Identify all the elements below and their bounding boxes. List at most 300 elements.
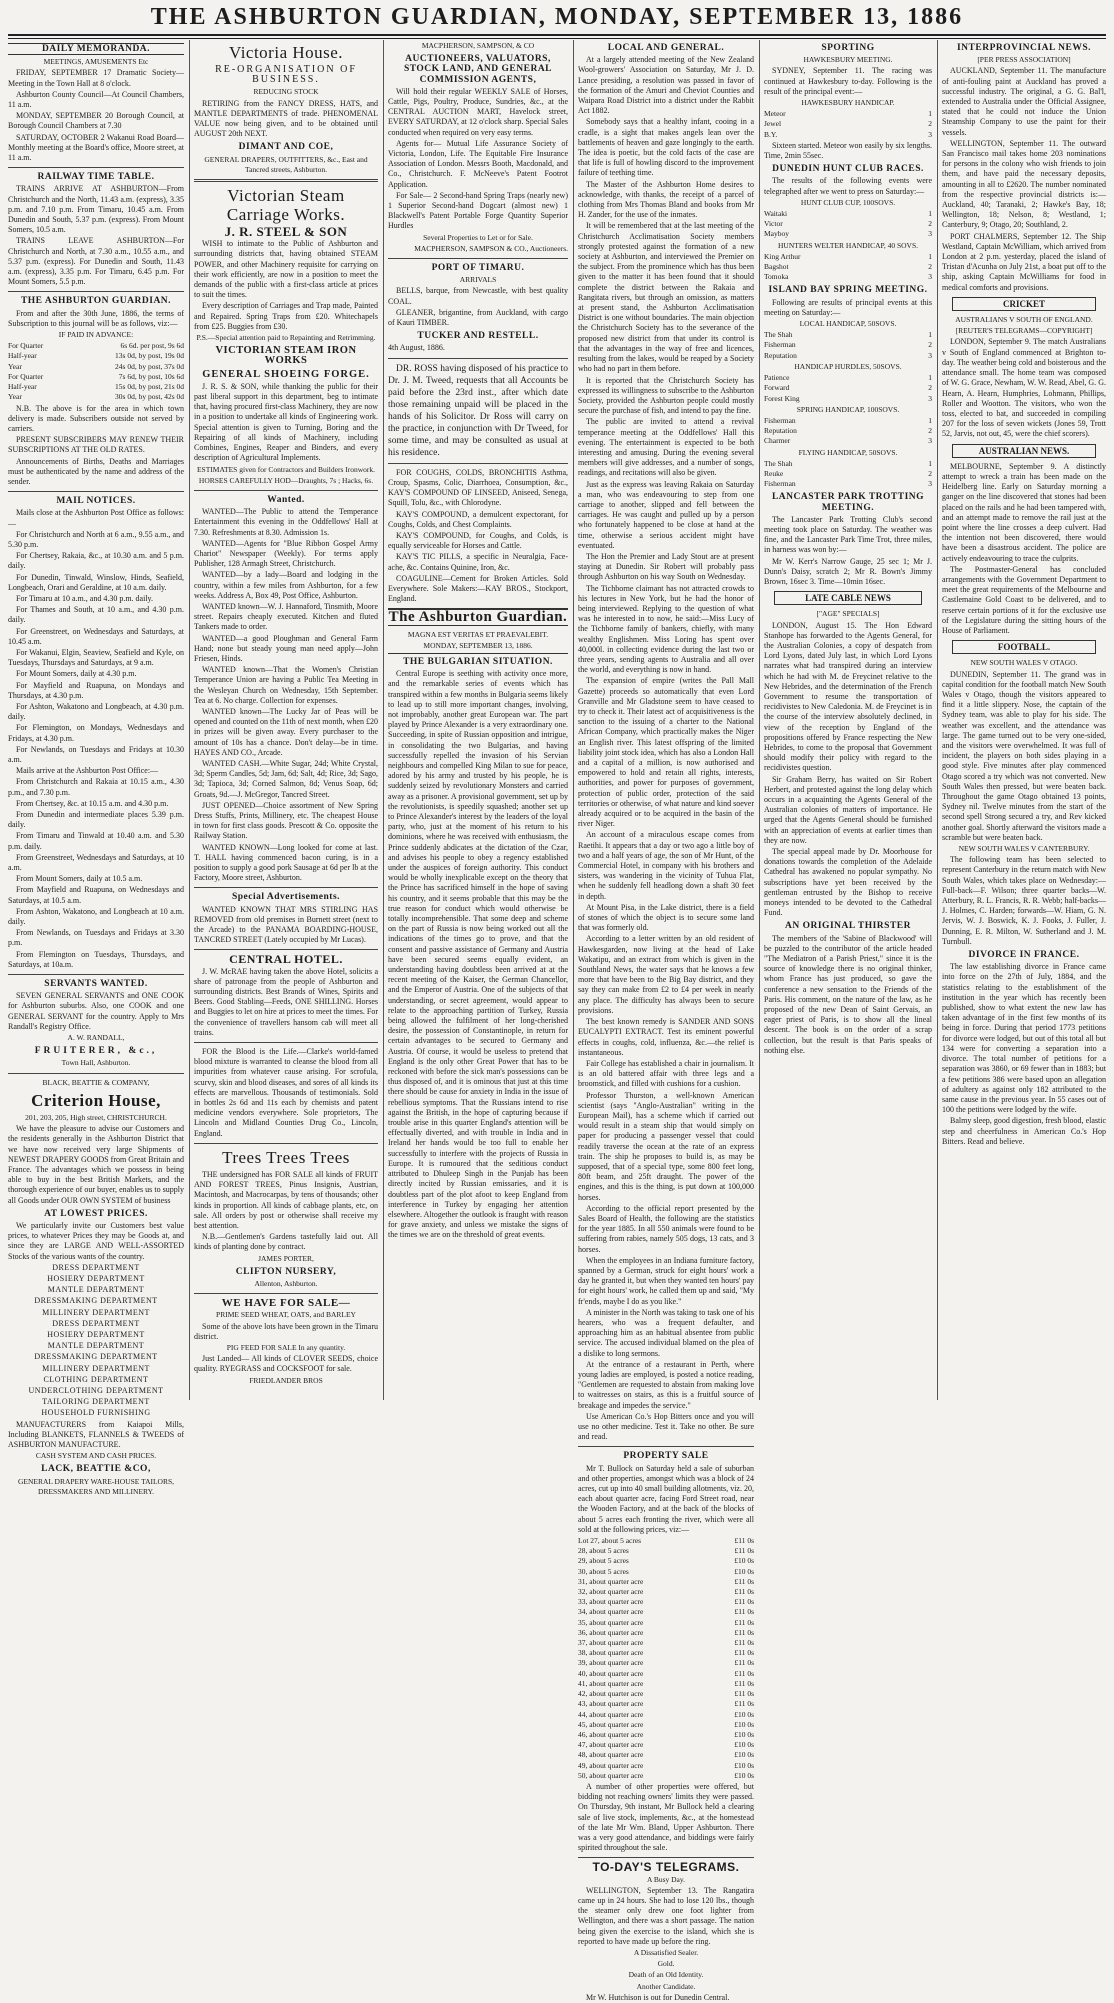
handicap: HAWKESBURY HANDICAP.: [801, 98, 895, 108]
result-row-value: 1: [928, 109, 932, 119]
lancaster-title: LANCASTER PARK TROTTING MEETING.: [771, 492, 925, 513]
column-3: [388, 40, 568, 1400]
lot-row-value: £11 0s: [734, 1648, 754, 1658]
local-item: The best known remedy is SANDER AND SONS EUCALYPTI EXTRACT. Test its eminent powerful effects in coughs, cold, influenza, &c.—the relief is instantaneous.: [578, 1017, 754, 1057]
australian-title: AUSTRALIAN NEWS.: [952, 444, 1096, 458]
rate-row: Year 30s 0d, by post, 42s 0d: [8, 392, 184, 402]
lot-row-value: £10 0s: [734, 1719, 754, 1729]
mail-item: For Ashton, Wakatono and Longbeach, at 4.30 p.m. daily.: [8, 701, 184, 722]
intercolonial-sub: [PER PRESS ASSOCIATION]: [977, 55, 1071, 65]
late-sub: ["AGE" SPECIALS]: [816, 609, 880, 619]
rate-row: Half-year 15s 0d, by post, 21s 0d: [8, 382, 184, 392]
local-item: It will be remembered that at the last meeting of the Christchurch Acclimatisation Society members strongly protested against the formation of a new society at Ashburton, and interviewed the Premier on the subject. From the prominence which has thus been given to the matter it has been found that it should complete the district between the Rakaia and Rangitata rivers, but through an omission, as matters at present stand, the Ashburton Acclimatisation District is one without boundaries. The main objection the Christchurch Society has to the severance of the proposed new district from that under its control is that the advantages in the way of free and licences, resulting from the lakes, would be reaped by a Society who had no part in them before.: [578, 221, 754, 374]
local-item: It is reported that the Christchurch Society has expressed its willingness to subscribe to the Ashburton Society, provided the Ashburton people could mostly secure the purchase of fish, and intend to pay the fine.: [578, 375, 754, 416]
cricket-text: LONDON, September 9. The match Australians v South of England commenced at Brighton to-day. The weather being cold and boisterous and the attendance small. The home team was composed of W. G. Grace, Newham, W. W. Read, Abel, G. G. Hearn, A. Hearn, Humphries, Lohmann, Phillips, Roller and Wootton. The visitors, who won the toss, elected to bat, and succeeded in compiling 207 for the loss of seven wickets (Jones 59, Trott 52, Jarvis, not out, 45, were the chief scorers).: [942, 337, 1106, 439]
dunedin-text: The results of the following events were telegraphed after we went to press on Saturday:—: [764, 176, 932, 196]
lot-row: [578, 1577, 754, 1587]
result-row-label: Fisherman: [764, 479, 796, 489]
lot-row-value: £11 0s: [734, 1689, 754, 1699]
lot-row: [578, 1750, 754, 1760]
gleaner: GLEANER, brigantine, from Auckland, with cargo of Kauri TIMBER.: [388, 307, 568, 328]
local-item: According to a letter written by an old resident of Hawkesgarden, now living at the head of Lake Wakatipu, and an extract from which is given in the Southland News, the water says that he knows a few more that have been to the Big Bay district, and they say they can make from £2 to £4 per week in nearly any place. The difficulty has always been to secure provisions.: [578, 934, 754, 1015]
lot-row-value: £11 0s: [734, 1536, 754, 1546]
football-title: FOOTBALL.: [952, 640, 1096, 654]
lot-row: [578, 1699, 754, 1709]
result-row-value: 1: [928, 251, 932, 261]
guardian-date: MONDAY, SEPTEMBER 13, 1886.: [388, 641, 568, 654]
lot-row: [578, 1648, 754, 1658]
divorce-title: DIVORCE IN FRANCE.: [968, 950, 1080, 961]
result-row-label: Tomoka: [764, 272, 789, 282]
department: MANTLE DEPARTMENT: [47, 1341, 145, 1351]
lot-row-label: 30, about 5 acres: [578, 1566, 629, 1576]
results-table: [764, 109, 932, 140]
lot-row: [578, 1730, 754, 1740]
lot-row-label: 45, about quarter acre: [578, 1719, 644, 1729]
kays-item: KAY'S TIC PILLS, a specific in Neuralgia, Face-ache, &c. Contains Quinine, Iron, &c.: [388, 552, 568, 572]
railway-item: TRAINS LEAVE ASHBURTON—For Christchurch and North, at 7.30 a.m., 10.55 a.m., and 5.37 p.m. (express). For Dunedin and South, 11.43 a.m. (express), 3.35 p.m. For Timaru, 6.45 p.m. For Mount Somers, 5.5 p.m.: [8, 236, 184, 287]
mail-item: For Mount Somers, daily at 4.30 p.m.: [16, 669, 137, 679]
lot-row-label: 48, about quarter acre: [578, 1750, 644, 1760]
column-6: [942, 40, 1106, 1400]
guardian-motto: MAGNA EST VERITAS ET PRAEVALEBIT.: [407, 629, 549, 639]
lot-row-label: 28, about 5 acres: [578, 1546, 629, 1556]
lack-name: LACK, BEATTIE &CO,: [41, 1464, 151, 1475]
rate-row: Year 24s 0d, by post, 37s 0d: [8, 361, 184, 371]
lot-row-value: £11 0s: [734, 1627, 754, 1637]
result-row: [764, 252, 932, 262]
mail-item: From Mayfield and Ruapuna, on Wednesdays and Saturdays, at 10.5 a.m.: [8, 885, 184, 905]
column-2: [194, 40, 378, 1400]
result-row-value: 3: [928, 129, 932, 139]
result-row: [764, 229, 932, 239]
lot-row: [578, 1658, 754, 1668]
local-item: The Hon the Premier and Lady Stout are at present staying at Dunedin. Sir Robert will probably pass through Ashburton on his way South on Wednesday.: [578, 551, 754, 582]
lot-row: [578, 1771, 754, 1781]
kays-item: KAY'S COMPOUND, a demulcent expectorant, for Coughs, Colds, and Chest Complaints.: [388, 509, 568, 529]
property-text2: A number of other properties were offered, but bidding not reaching owners' limits they were passed. On Thursday, 9th instant, Mr Bullock held a clearing sale of live stock, implements, &c., at the homestead of the late Mr Wm. Bland, Upper Ashburton. There was a very good attendance, and biddings were fairly spirited throughout the sale.: [578, 1781, 754, 1853]
paid-title: IF PAID IN ADVANCE:: [58, 330, 134, 340]
result-row-value: 2: [928, 383, 932, 393]
island-text: Following are results of principal events at this meeting on Saturday:—: [764, 297, 932, 317]
memo-item: FRIDAY, SEPTEMBER 17 Dramatic Society—Meeting in the Town Hall at 8 o'clock.: [8, 68, 184, 88]
manufacturers: MANUFACTURERS from Kaiapoi Mills, Including BLANKETS, FLANNELS & TWEEDS of ASHBURTON MANUFACTURE.: [8, 1419, 184, 1449]
fruiterer-addr: Town Hall, Ashburton.: [61, 1058, 131, 1068]
lot-row-label: 46, about quarter acre: [578, 1729, 644, 1739]
reducing: REDUCING STOCK: [253, 87, 319, 97]
lot-row-value: £10 0s: [734, 1566, 754, 1576]
lot-row: [578, 1679, 754, 1689]
australian-text: MELBOURNE, September 9. A distinctly attempt to wreck a train has been made on the Heidelberg line. Early on Saturday morning a ganger on the line discovered that stones had been placed on the rails and he had been tampered with, and an attempt made to remove the rail just at the point where the line crosses a deep culvert. Had the intention not been discovered, there would have been a disastrous accident. The police are actively endeavouring to trace the culprits.: [942, 461, 1106, 563]
late-text2: Sir Graham Berry, has waited on Sir Robert Herbert, and protested against the long delay which occurs in a acquainting the Agents General of the Australian colonies of matters of importance. He urged that the Agents General should be furnished with an appreciation of events at earlier times than they are now.: [764, 774, 932, 845]
dimant-sub: GENERAL DRAPERS, OUTFITTERS, &c., East and Tancred streets, Ashburton.: [204, 154, 368, 174]
result-row-label: Mayboy: [764, 229, 789, 239]
lot-row-value: £10 0s: [734, 1740, 754, 1750]
agents-for: Agents for— Mutual Life Assurance Society of Victoria, London, Life. The Equitable Fire Insurance Association of London. Messrs Booth, Macdonald, and Co., Christchurch. F. McNeeve's Patent Footrot Application.: [388, 138, 568, 189]
cricket-sub: AUSTRALIANS V SOUTH OF ENGLAND.: [955, 315, 1093, 325]
dimant: DIMANT AND COE,: [238, 142, 334, 153]
lot-row: [578, 1546, 754, 1556]
department: CLOTHING DEPARTMENT: [43, 1374, 149, 1384]
result-row-label: Reuke: [764, 468, 784, 478]
mail-item: From Ashton, Wakatono, and Longbeach at 10 a.m. daily.: [8, 906, 184, 927]
lot-row-label: 35, about quarter acre: [578, 1617, 644, 1627]
trees-nb: N.B.—Gentlemen's Gardens tastefully laid out. All kinds of planting done by contract.: [194, 1232, 378, 1252]
mail-item: Mails arrive at the Ashburton Post Office:—: [16, 766, 159, 776]
mail-title: MAIL NOTICES.: [56, 496, 136, 507]
thirster-title: AN ORIGINAL THIRSTER: [785, 921, 911, 932]
lot-row: [578, 1669, 754, 1679]
lancaster-text: The Lancaster Park Trotting Club's second meeting took place on Saturday. The weather was fine, and the Lancaster Park Time Trot, three miles, in harness was won by:—: [764, 514, 932, 555]
guardian-text: From and after the 30th June, 1886, the terms of Subscription to this journal will be as follows, viz:—: [8, 308, 184, 328]
auctioneers: AUCTIONEERS, VALUATORS, STOCK LAND, AND GENERAL COMMISSION AGENTS,: [403, 54, 553, 85]
memo-item: Ashburton County Council—At Council Chambers, 11 a.m.: [8, 89, 184, 110]
result-row-label: Reputation: [764, 426, 797, 436]
central-text: J. W. McRAE having taken the above Hotel, solicits a share of patronage from the people of Ashburton and surrounding districts. Best Brands of Wines, Spirits and Beers. Good Stabling—Feeds, ONE SHILLING. Horses and Buggies to let on hire at prices to meet the times. For the convenience of travellers hansom cab will meet all trains.: [194, 966, 378, 1037]
mail-item: For Wakanui, Elgin, Seaview, Seafield and Kyle, on Tuesdays, Thursdays and Saturdays, at 9 a.m.: [8, 647, 184, 668]
result-row-value: 1: [928, 209, 932, 219]
result-row: [764, 459, 932, 469]
wanted-item: WANTED—by a lady—Board and lodging in the country, within a few miles from Ashburton, for a few weeks. Address A, Box 49, Post Office, Ashburton.: [194, 570, 378, 600]
lot-row: [578, 1761, 754, 1771]
result-row: [764, 130, 932, 140]
local-item: At the entrance of a restaurant in Perth, where young ladies are employed, is posted a notice reading, "Gentlemen are requested to abstain from making love to waitresses on stairs, as this is a fruitful source of breakage and impedes the service.": [578, 1359, 754, 1410]
lot-row-value: £10 0s: [734, 1760, 754, 1770]
lot-row: [578, 1567, 754, 1577]
result-row-label: Forest King: [764, 393, 800, 403]
local-hcp: LOCAL HANDICAP, 50SOVS.: [799, 319, 897, 329]
result-row-value: 1: [928, 373, 932, 383]
result-row: [764, 436, 932, 446]
result-row: [764, 219, 932, 229]
department: DRESS DEPARTMENT: [52, 1318, 140, 1328]
local-item: The public are invited to attend a revival temperance meeting at the Oddfellows' Hall this evening. The entertainment is expected to be both interesting and amusing. During the evening several members will give addresses, and a number of songs, readings, and recitations will also be given.: [578, 417, 754, 478]
mail-item: From Chertsey, &c. at 10.15 a.m. and 4.30 p.m.: [16, 798, 169, 808]
department: MILLINERY DEPARTMENT: [42, 1307, 150, 1317]
column-1: [8, 40, 184, 1496]
result-row: [764, 394, 932, 404]
lot-row-value: £10 0s: [734, 1556, 754, 1566]
nsw-title: NEW SOUTH WALES V CANTERBURY.: [958, 844, 1090, 854]
lot-row-label: 44, about quarter acre: [578, 1709, 644, 1719]
result-row-label: Forward: [764, 383, 790, 393]
result-row: [764, 469, 932, 479]
james-porter: JAMES PORTER,: [258, 1253, 314, 1263]
lot-row-label: Lot 27, about 5 acres: [578, 1536, 642, 1546]
late-title: LATE CABLE NEWS: [774, 591, 922, 605]
lot-row-value: £10 0s: [734, 1750, 754, 1760]
masthead-title: THE ASHBURTON GUARDIAN, MONDAY, SEPTEMBER 13, 1886: [150, 4, 964, 30]
servants-text: SEVEN GENERAL SERVANTS and ONE COOK for Ashburton suburbs. Also, one COOK and one GENERAL SERVANT for the country. Apply to Mrs Randall's Registry Office.: [8, 991, 184, 1031]
taihoa: A Dissatisfied Sealer.: [633, 1947, 699, 1957]
telegrams-title: TO-DAY'S TELEGRAMS.: [592, 1860, 740, 1875]
central-title: CENTRAL HOTEL.: [229, 952, 343, 967]
kays-item: COAGULINE—Cement for Broken Articles. Sold Everywhere. Sole Makers:—KAY BROS., Stockport, England.: [388, 573, 568, 604]
lot-row-value: £11 0s: [734, 1576, 754, 1586]
cricket-byline: [REUTER'S TELEGRAMS—COPYRIGHT]: [955, 326, 1093, 336]
criterion-addr: 201, 203, 205, High street, CHRISTCHURCH.: [25, 1112, 167, 1122]
results-table: [764, 373, 932, 404]
lot-row-value: £11 0s: [734, 1668, 754, 1678]
lot-row-label: 29, about 5 acres: [578, 1556, 629, 1566]
memoranda-sub: MEETINGS, AMUSEMENTS Etc: [43, 57, 149, 67]
for-sale: For Sale— 2 Second-hand Spring Traps (nearly new) 1 Superior Second-hand Dogcart (almost new) 1 Blackwell's Patent Portable Forge Quantity Superior Hurdles: [388, 190, 568, 231]
steel-text: WISH to intimate to the Public of Ashburton and surrounding districts that, having obtained STEAM POWER, and other Machinery requisite for carrying on their work efficiently, are now in a position to meet the demands of the public with a first-class article at prices to suit the times.: [194, 239, 378, 300]
result-row-value: 2: [928, 219, 932, 229]
local-item: At Mount Pisa, in the Lake district, there is a field of stones of which the object is to secure some land that was formerly old.: [578, 902, 754, 933]
mail-item: From Dunedin and intermediate places 5.39 p.m. daily.: [8, 810, 184, 830]
result-row: [764, 272, 932, 282]
steel-ps: P.S.—Special attention paid to Repainting and Retrimming.: [196, 333, 376, 343]
result-row: [764, 262, 932, 272]
result-row-value: 3: [928, 229, 932, 239]
result-row-value: 2: [928, 340, 932, 350]
trees-text: THE undersigned has FOR SALE all kinds of FRUIT AND FOREST TREES, Pinus Insignis, Austrian, Macintosh, and Macrocarpas, by tens of thousands; other kinds in proportion. All kinds of cabbage plants, etc, on sale. All orders by post or otherwise shall receive my best attention.: [194, 1169, 378, 1230]
results-table: [764, 416, 932, 447]
memo-item: SATURDAY, OCTOBER 2 Wakanui Road Board—Monthly meeting at the Board's office, Moore street, at 11 a.m.: [8, 132, 184, 163]
steel-text2: Every description of Carriages and Trap made, Painted and Repaired. Spring Traps from £20. Whitechapels from £25. Buggies from £30.: [194, 301, 378, 331]
lot-row-label: 41, about quarter acre: [578, 1678, 644, 1688]
result-row-label: Meteor: [764, 109, 786, 119]
lot-row: [578, 1740, 754, 1750]
port-title: PORT OF TIMARU.: [431, 263, 525, 274]
kays-item: KAY'S COMPOUND, for Coughs, and Colds, is equally serviceable for Horses and Cattle.: [388, 530, 568, 551]
result-row-label: The Shah: [764, 330, 793, 340]
sporting-title: SPORTING: [821, 43, 875, 53]
wanted-item: WANTED CASH.—White Sugar, 24d; White Crystal, 3d; Sperm Candles, 5d; Jam, 6d; Salt, 4d; Rice, 3d; Sago, 3d; Tapioca, 3d; Corned Salmon, 8d; Venus Soap, 6d; Groats, 9d.—J. McGregor, Tancred Street.: [194, 758, 378, 799]
lot-row-label: 34, about quarter acre: [578, 1607, 644, 1617]
hawk-note: Sixteen started. Meteor won easily by six lengths. Time, 2min 55sec.: [764, 140, 932, 161]
result-row-value: 2: [928, 468, 932, 478]
result-row: [764, 109, 932, 119]
column-5: [764, 40, 932, 1400]
tucker-date: 4th August, 1886.: [388, 343, 445, 353]
lot-row-label: 47, about quarter acre: [578, 1740, 644, 1750]
rate-row: For Quarter 7s 6d, by post, 10s 6d: [8, 371, 184, 381]
estimates: ESTIMATES given for Contractors and Builders Ironwork.: [196, 464, 376, 474]
results-table: [764, 209, 932, 240]
lancaster-result: Mr W. Kerr's Narrow Gauge, 25 sec 1; Mr J. Dunn's Daisy, scratch 2; Mr R. Bown's Jimmy Brown, 16sec 3. Time—10min 16sec.: [764, 556, 932, 586]
steel-title: J. R. STEEL & SON: [224, 224, 348, 240]
lot-row-label: 32, about quarter acre: [578, 1587, 644, 1597]
lot-row: [578, 1536, 754, 1546]
railway-title: RAILWAY TIME TABLE.: [37, 172, 155, 183]
result-row-label: B.Y.: [764, 129, 778, 139]
late-text3: The special appeal made by Dr. Moorhouse for donations towards the completion of the Adelaide Cathedral has awakened no popular sympathy. No subscriptions have yet been received by the gentleman entrusted by the Bishop to receive moneys intended to be devoted to the Cathedral Fund.: [764, 847, 932, 918]
local-item: At a largely attended meeting of the New Zealand Wool-growers' Association on Saturday, Mr J. D. Lance presiding, a resolution was passed in favor of the formation of the Amuri and Cheviot Counties and Waipara Road District into a district under the Rabbit Act 1882.: [578, 55, 754, 116]
present-subscribers: PRESENT SUBSCRIBERS MAY RENEW THEIR SUBSCRIPTIONS AT THE OLD RATES.: [8, 435, 184, 455]
result-row-label: Victor: [764, 219, 783, 229]
lot-row-value: £11 0s: [734, 1658, 754, 1668]
local-item: When the employees in an Indiana furniture factory, spanned by a German, struck for eight hours' work a day he granted it, but when they wanted ten hours' pay for eight hours' work, he called them up and said, "My fr'ends, maybe I do as you like.": [578, 1255, 754, 1306]
local-item: An account of a miraculous escape comes from Raetihi. It appears that a day or two ago a little boy of two and a half years of age, the son of Mr Hunt, of the Commercial Hotel, in company with his brothers and sisters, was wandering in the vicinity of Tuhua Flat, when he suddenly fell headlong down a shaft 30 feet in depth.: [578, 830, 754, 901]
results-table: [764, 252, 932, 283]
result-row: [764, 209, 932, 219]
lots-table: [578, 1536, 754, 1781]
lack-sub: GENERAL DRAPERY WARE-HOUSE TAILORS, DRESSMAKERS AND MILLINERY.: [17, 1476, 175, 1496]
lot-row-label: 42, about quarter acre: [578, 1689, 644, 1699]
department: DRESSMAKING DEPARTMENT: [34, 1352, 158, 1362]
mail-item: For Chertsey, Rakaia, &c., at 10.30 a.m. and 5 p.m. daily.: [8, 551, 184, 571]
reorg: RE-ORGANISATION OF BUSINESS.: [215, 64, 357, 86]
mail-item: For Christchurch and North at 6 a.m., 9.55 a.m., and 5.30 p.m.: [8, 529, 184, 549]
lot-row-label: 33, about quarter acre: [578, 1597, 644, 1607]
masthead: [8, 4, 1106, 36]
fruiterer-line: FRUITERER, &c.,: [34, 1046, 158, 1057]
wanted-sausage: WANTED KNOWN—Long looked for come at last. T. HALL having commenced bacon curing, is in a position to supply a good pork Sausage at 6d per lb at the Factory, Moore street, Ashburton.: [194, 842, 378, 883]
lot-row: [578, 1556, 754, 1566]
department: MILLINERY DEPARTMENT: [42, 1363, 150, 1373]
rate-row: For Quarter 6s 6d. per post, 9s 6d: [8, 341, 184, 351]
balmy: Balmy sleep, good digestion, fresh blood, elastic step and cheerfulness in American Co.'s Hop Bitters. Read and believe.: [942, 1116, 1106, 1146]
death: Death of an Old Identity.: [628, 1970, 704, 1980]
railway-item: TRAINS ARRIVE AT ASHBURTON—From Christchurch and the North, 11.43 a.m. (express), 3.35 p.m. and 7.10 p.m. From Timaru, 10.45 a.m. From Dunedin and South, 5.37 p.m. (express). From Mount Somers, 10.5 a.m.: [8, 184, 184, 235]
lot-row-value: £11 0s: [734, 1546, 754, 1556]
trees-title: Trees Trees Trees: [222, 1147, 350, 1167]
result-row-label: The Shah: [764, 458, 793, 468]
telegrams-text: WELLINGTON, September 13. The Rangatira came up in 24 hours. She had to lose 120 lbs., though the steamer only drew one foot lighter from Wellington, and there was a short passage. The nation being given the exercise to the island, which she is reported to have made up before the ring.: [578, 1885, 754, 1946]
guardian-title: THE ASHBURTON GUARDIAN.: [20, 296, 172, 307]
department: HOUSEHOLD FURNISHING: [41, 1408, 151, 1418]
low-prices: AT LOWEST PRICES.: [44, 1208, 148, 1219]
lot-row-value: £10 0s: [734, 1770, 754, 1780]
mail-item: From Greenstreet, Wednesdays and Saturdays, at 10 a.m.: [8, 852, 184, 873]
lot-row-value: £11 0s: [734, 1617, 754, 1627]
hawkesbury: HAWKESBURY MEETING.: [803, 55, 893, 65]
gold: Gold.: [657, 1959, 675, 1969]
lot-row-value: £11 0s: [734, 1587, 754, 1597]
wanted-item: WANTED known—That the Women's Christian Temperance Union are having a Public Tea Meeting in the Wesleyan Church on Wednesday, 15th September. Tea at 6. No charge. Collection for expenses.: [194, 665, 378, 705]
property-title: PROPERTY SALE: [623, 1451, 709, 1462]
mail-item: For Flemington, on Mondays, Wednesdays and Fridays, at 4.30 p.m.: [8, 723, 184, 743]
lot-row: [578, 1689, 754, 1699]
lot-row-value: £11 0s: [734, 1678, 754, 1688]
result-row: [764, 351, 932, 361]
local-item: Use American Co.'s Hop Bitters once and you will use no other medicine. Test it. Take no other. Be sure and read.: [578, 1411, 754, 1442]
lot-row: [578, 1720, 754, 1730]
football-text: DUNEDIN, September 11. The grand was in capital condition for the football match New South Wales v Otago, though the visitors appeared to find it a little slippery. Nose, the captain of the Sydney team, was able to play for his side. The weather was excellent, and the attendance was large. The game turned out to be very one-sided, and the visitors were overwhelmed. It was full of incident, the players on both sides playing in a good style. Five minutes after play commenced Otago scored a try which was not converted. New South Wales then pressed, but were beaten back. Throughout the game Otago obtained 13 points, Sydney nil. Twelve minutes from the start of the second spell Strong secured a try, and Rev kicked another goal. Shortly afterward the visitors made a scramble but were beaten back.: [942, 669, 1106, 842]
lot-row-label: 49, about quarter acre: [578, 1760, 644, 1770]
pig-feed: PIG FEED FOR SALE In any quantity.: [226, 1342, 346, 1352]
results-table: [764, 459, 932, 490]
department: DRESS DEPARTMENT: [52, 1262, 140, 1272]
wanted-item: WANTED known—The Lucky Jar of Peas will be opened and counted on the 11th of next month, when £20 in prizes will be given away. Every purchaser to the amount of 10s has a chance. Don't delay—be in time. HAYES AND CO., Arcade.: [194, 706, 378, 757]
arrivals: ARRIVALS: [459, 275, 497, 285]
result-row-label: Waitaki: [764, 209, 788, 219]
lot-row: [578, 1618, 754, 1628]
result-row-label: Fisherman: [764, 415, 796, 425]
result-row-label: Bagshot: [764, 262, 789, 272]
result-row: [764, 426, 932, 436]
result-row-value: 3: [928, 436, 932, 446]
wanted-item: WANTED—The Public to attend the Temperance Entertainment this evening in the Oddfellows' Hall at 7.30. Refreshments at 8.30. Admission 1s.: [194, 507, 378, 537]
just-opened: JUST OPENED—Choice assortment of New Spring Dress Stuffs, Prints, Millinery, etc. The cheapest House in town for first class goods. Prescott & Co. opposite the Railway Station.: [194, 800, 378, 841]
result-row: [764, 119, 932, 129]
lot-row-label: 36, about quarter acre: [578, 1627, 644, 1637]
divorce-text: The law establishing divorce in France came into force on the 27th of July, 1884, and the statistics relating to the establishment of the institution in the year which has recently been published, show to what extent the new law has taken advantage of in the first few months of its being in force. During that period 1773 petitions for divorce were lodged, but out of this total all but 134 were for converting a separation into a divorce. The total number of petitions for a separation was 3860, or 69 fewer than in 1883; but a few petitions 386 were based upon an allegation of adultery as against only 182 attributed to the same cause in the previous year. In 55 cases out of 100 the petitions were lodged by the wife.: [942, 962, 1106, 1115]
lot-row-label: 50, about quarter acre: [578, 1770, 644, 1780]
dunedin-title: DUNEDIN HUNT CLUB RACES.: [772, 164, 924, 175]
result-row-value: 2: [928, 426, 932, 436]
local-item: The Tichborne claimant has not attracted crowds to his lectures in New York, but he had the honor of being interviewed. Replying to the question of what was he interested in to now, he said:—Miss Lucy of the Tichborne family of bankers, chiefly, with many wealthy Englishmen. Miss Loring has spent over 40,000l. in collecting evidence during the last two or three years, sending agents to Australia and all over the world, and everything is now in hand.: [578, 583, 754, 675]
candidate-text: Mr W. Hutchison is out for Dunedin Central.: [586, 1992, 730, 2002]
lot-row-label: 39, about quarter acre: [578, 1658, 644, 1668]
column-4: [578, 40, 754, 2002]
lot-row-label: 37, about quarter acre: [578, 1638, 644, 1648]
victoria-title: Victoria House.: [228, 43, 344, 62]
steam-title: Victorian Steam Carriage Works.: [226, 186, 346, 225]
local-item: Professor Thurston, a well-known American scientist (says "Anglo-Australian" writing in the European Mail), has a scheme which if carried out would result in a steam ship that would simply on paper for producing a passenger vessel that could readily traverse the ocean at the rate of an express train. The ship he proposes to build is, as may be supposed, that of a special type, some 800 feet long, 80ft beam, and 25ft draught. The power of the engines, and this is the thing, is put down at 100,000 horses.: [578, 1090, 754, 1202]
blood-mixture: FOR the Blood is the Life.—Clarke's world-famed blood mixture is warranted to cleanse the blood from all impurities from whatever cause arising. For scrofula, scurvy, skin and blood diseases, and sores of all kinds its effects are marvellous. Thousands of testimonials. Sold in bottles 2s 6d and 11s each by chemists and patent medicine vendors everywhere. Sole proprietors, The Lincoln and Midland Counties Drug Co., Lincoln, England.: [194, 1047, 378, 1138]
thirster-text: The members of the 'Sabine of Blackwood' will be puzzled to the contributor of the article headed "The Mediatron of a Parish Priest," since it is the source of knowledge there is no original thinker, whom France has just produced, so gave the conference a new sensation to the Friends of the Paris. His comment, on the nature of the law, as he proposed of the new Dean of Saint Gervais, an eager priest of Paris, is to show all the lineal descent. The book is on the order of a scrap collection, but the result is that Paris speaks of nothing else.: [764, 933, 932, 1055]
telegrams-sub: A Busy Day.: [646, 1874, 686, 1884]
forge-text: J. R. S. & SON, while thanking the public for their past liberal support in this department, beg to intimate that, having procured first-class Machinery, they are now in a position to undertake all kinds of Engineering work. Special attention is given to Turning, Boring and the Repairing of all kinds of Machinery, including Combines, Engines, Reaper and Binders, and every description of Agricultural Implements.: [194, 381, 378, 463]
lot-row-label: 31, about quarter acre: [578, 1576, 644, 1586]
lot-row: [578, 1587, 754, 1597]
horses: HORSES CAREFULLY HOD—Draughts, 7s ; Hacks, 6s.: [198, 475, 374, 485]
results-table: [764, 330, 932, 361]
result-row-value: 1: [928, 458, 932, 468]
flying: FLYING HANDICAP, 50SOVS.: [798, 447, 898, 457]
lot-row-value: £10 0s: [734, 1729, 754, 1739]
lot-row-label: 40, about quarter acre: [578, 1668, 644, 1678]
iron-title: VICTORIAN STEAM IRON WORKS: [215, 345, 357, 367]
hunters: HUNTERS WELTER HANDICAP, 40 SOVS.: [777, 240, 918, 250]
several: Several Properties to Let or for Sale.: [423, 232, 533, 242]
cricket-title: CRICKET: [952, 297, 1096, 311]
mail-item: For Newlands, on Tuesdays and Fridays at 10.30 a.m.: [8, 744, 184, 764]
department: UNDERCLOTHING DEPARTMENT: [28, 1385, 164, 1395]
candidate: Another Candidate.: [636, 1981, 696, 1991]
ross-notice: DR. ROSS having disposed of his practice to Dr. J. M. Tweed, requests that all Accounts be paid before the 23rd inst., after which date those remaining unpaid will be placed in the hands of his Solicitor. Dr Ross will carry on the practice, in conjunction with Dr Tweed, for some time, and may be consulted as usual at his residence.: [388, 363, 568, 458]
mail-item: For Thames and South, at 10 a.m., and 4.30 p.m. daily.: [8, 605, 184, 625]
football-sub: NEW SOUTH WALES V OTAGO.: [970, 658, 1078, 668]
result-row: [764, 340, 932, 350]
result-row-value: 3: [928, 393, 932, 403]
mail-item: For Dunedin, Tinwald, Winslow, Hinds, Seafield, Longbeach, Orari and Geraldine, at 10 a.m. daily.: [8, 572, 184, 592]
result-row-value: 2: [928, 262, 932, 272]
memoranda-title: DAILY MEMORANDA.: [8, 43, 184, 55]
mail-item: For Greenstreet, on Wednesdays and Saturdays, at 10.45 a.m.: [8, 626, 184, 646]
result-row: [764, 330, 932, 340]
result-row: [764, 416, 932, 426]
kays-item: FOR COUGHS, COLDS, BRONCHITIS Asthma, Croup, Spasms, Colic, Diarrhoea, Consumption, &c., KAY'S COMPOUND OF LINSEED, Aniseed, Senega, Squill, Tolu, &c., with Chlorodyne.: [388, 467, 568, 508]
result-row: [764, 383, 932, 393]
stirling: WANTED KNOWN THAT MRS STIRLING HAS REMOVED from old premises in Burnett street (next to the Arcade) to the PANAMA BOARDING-HOUSE, TANCRED STREET (Lately occupied by Mr Lucas).: [194, 904, 378, 945]
just-landed: Just Landed— All kinds of CLOVER SEEDS, choice quality. RYEGRASS and COCKSFOOT for sale.: [194, 1354, 378, 1374]
clifton-addr: Allenton, Ashburton.: [254, 1278, 318, 1288]
local-item: Fair College has established a chair in journalism. It is an old battered affair with three legs and a broomstick, and filled with cushions for a cushion.: [578, 1058, 754, 1089]
australian-text2: The Postmaster-General has concluded arrangements with the Government Department to meet the great requirements of the Melbourne and Castlemaine Gold Coast to be delivered, and to reserve certain portions of it for the exclusive use of the Legislature during the sitting hours of the House of Parliament.: [942, 564, 1106, 635]
local-item: According to the official report presented by the Sales Board of Health, the following are the statistics for the year 1885. In all 550 animals were found to be suffering from rabies, namely 505 dogs, 13 cats, and 3 horses.: [578, 1203, 754, 1254]
mail-item: From Flemington on Tuesdays, Thursdays, and Saturdays, at 10a.m.: [8, 949, 184, 969]
rate-row: Half-year 13s 0d, by post, 19s 0d: [8, 351, 184, 361]
result-row: [764, 373, 932, 383]
lot-row-value: £11 0s: [734, 1597, 754, 1607]
spring: SPRING HANDICAP, 100SOVS.: [796, 404, 900, 414]
black-beattie: BLACK, BEATTIE & COMPANY,: [42, 1077, 150, 1087]
clifton: CLIFTON NURSERY,: [235, 1266, 337, 1277]
bells: BELLS, barque, from Newcastle, with best quality COAL.: [388, 286, 568, 306]
local-item: The Master of the Ashburton Home desires to acknowledge, with thanks, the receipt of a parcel of clothing from Mrs Thomas Bland and books from Mr H. Zander, for the use of the inmates.: [578, 179, 754, 220]
criterion-text2: We particularly invite our Customers best value prices, to whatever Prices they may be Goods at, and since they are LARGE AND WELL-ASSORTED Stocks of the various wants of the country.: [8, 1220, 184, 1261]
mail-item: From Newlands, on Tuesdays and Fridays at 3.30 p.m.: [8, 928, 184, 948]
property-text: Mr T. Bullock on Saturday held a sale of suburban and other properties, amongst which was a block of 24 acres, cut up into 40 small building allotments, viz. 20, each about quarter acre, facing Ford Street road, near the Wooden Factory, and at the back of the blocks of about 5 acres each fronting the river, which were all sold at the following prices, viz:—: [578, 1463, 754, 1534]
tucker: TUCKER AND RESTELL.: [417, 331, 539, 342]
result-row-label: Fisherman: [764, 340, 796, 350]
result-row-value: 1: [928, 415, 932, 425]
special-title: Special Advertisements.: [231, 892, 341, 903]
